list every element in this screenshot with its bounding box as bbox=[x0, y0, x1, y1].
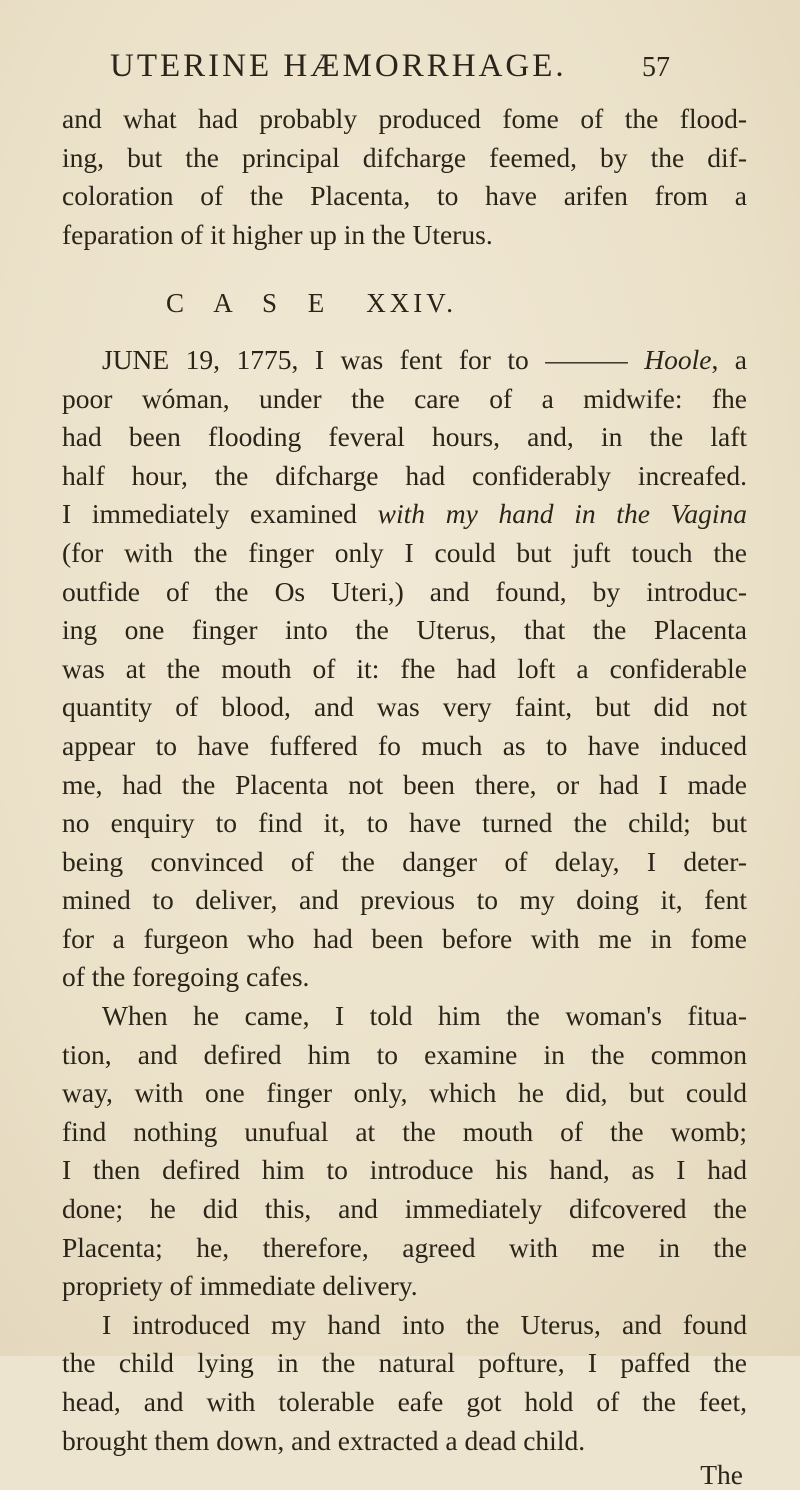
text-line: I then defired him to introduce his hand, as I had bbox=[62, 1154, 747, 1186]
text-line: was at the mouth of it: fhe had loft a confiderable bbox=[62, 652, 747, 684]
text-line: Placenta; he, therefore, agreed with me in the bbox=[62, 1231, 747, 1263]
text-span: I immediately examined bbox=[62, 498, 378, 530]
catchword: The bbox=[700, 1459, 743, 1490]
text-line: When he came, I told him the woman's fitua- bbox=[102, 1000, 747, 1032]
text-line: had been flooding feveral hours, and, in the laft bbox=[62, 421, 747, 453]
text-line: (for with the finger only I could but juft touch the bbox=[62, 536, 747, 568]
text-line: and what had probably produced fome of the flood- bbox=[62, 103, 747, 134]
text-span: JUNE 19, 1775, I was fent for to ——— bbox=[102, 343, 645, 375]
text-line: tion, and defired him to examine in the common bbox=[62, 1038, 747, 1070]
text-line: quantity of blood, and was very faint, but did not bbox=[62, 691, 747, 723]
text-line: brought them down, and extracted a dead child. bbox=[62, 1424, 586, 1456]
text-line: being convinced of the danger of delay, I deter- bbox=[62, 845, 747, 877]
text-line: way, with one finger only, which he did, but could bbox=[62, 1077, 747, 1109]
running-title: UTERINE HÆMORRHAGE. bbox=[110, 48, 567, 84]
text-line: me, had the Placenta not been there, or had I made bbox=[62, 768, 747, 800]
text-line: outfide of the Os Uteri,) and found, by introduc- bbox=[62, 575, 747, 607]
text-line: half hour, the difcharge had confiderably increafed. bbox=[62, 459, 747, 491]
text-line: head, and with tolerable eafe got hold of the feet, bbox=[62, 1386, 747, 1417]
page-number: 57 bbox=[642, 52, 670, 83]
text-line: I introduced my hand into the Uterus, and found bbox=[102, 1308, 747, 1340]
case-heading bbox=[62, 284, 747, 323]
text-line: poor wóman, under the care of a midwife: fhe bbox=[62, 382, 747, 414]
text-line: appear to have fuffered fo much as to have induced bbox=[62, 729, 747, 761]
case-number: XXIV. bbox=[366, 288, 458, 319]
text-line: ing, but the principal difcharge feemed, by the dif- bbox=[62, 141, 747, 173]
italic-phrase: with my hand in the Vagina bbox=[377, 498, 747, 530]
text-line: mined to deliver, and previous to my doing it, fent bbox=[62, 884, 747, 916]
text-line: coloration of the Placenta, to have arifen from a bbox=[62, 180, 747, 212]
text-line: propriety of immediate delivery. bbox=[62, 1270, 418, 1302]
text-line: feparation of it higher up in the Uterus. bbox=[62, 218, 493, 250]
text-line: the child lying in the natural pofture, I paffed the bbox=[62, 1347, 747, 1379]
page-header bbox=[110, 48, 670, 85]
text-line: find nothing unufual at the mouth of the womb; bbox=[62, 1115, 747, 1147]
text-span: , a bbox=[711, 343, 747, 375]
text-line: for a furgeon who had been before with me in fome bbox=[62, 922, 747, 954]
case-label: C A S E bbox=[166, 288, 337, 319]
text-line: no enquiry to find it, to have turned the child; but bbox=[62, 807, 747, 839]
text-line bbox=[62, 341, 747, 380]
text-line bbox=[62, 495, 747, 534]
text-line: ing one finger into the Uterus, that the Placenta bbox=[62, 614, 747, 646]
text-line: of the foregoing cafes. bbox=[62, 961, 310, 993]
body-text bbox=[62, 100, 747, 1490]
text-line: done; he did this, and immediately difcovered the bbox=[62, 1193, 747, 1225]
place-name: Hoole bbox=[644, 343, 712, 375]
